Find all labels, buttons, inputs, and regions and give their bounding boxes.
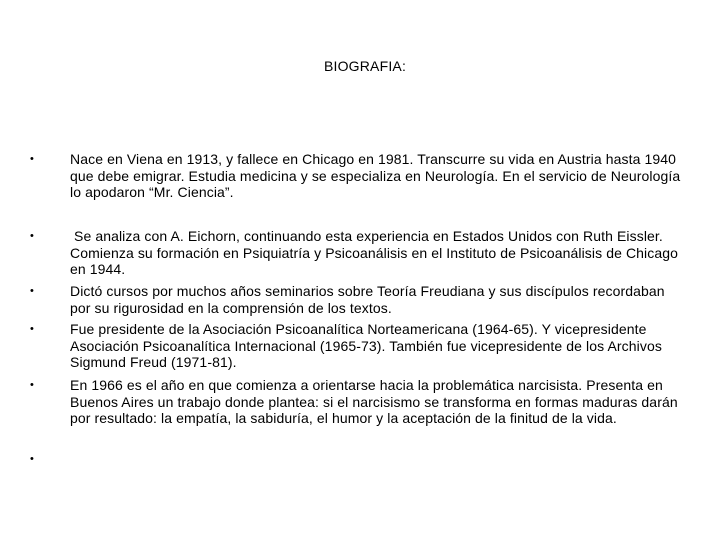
paragraph-2: Se analiza con A. Eichorn, continuando esta experiencia en Estados Unidos con Ruth Eissler. Comienza su formación en Psiquiatría y Psicoanálisis en el Instituto de Psicoanálisis de Chicago en 1944. (70, 228, 679, 278)
bullet-1: • (30, 153, 34, 165)
bullet-6: • (30, 453, 34, 465)
slide-title: BIOGRAFIA: (323, 58, 407, 74)
paragraph-4: Fue presidente de la Asociación Psicoanalítica Norteamericana (1964-65). Y vicepresidente Asociación Psicoanalítica Internacional (1965-73). También fue vicepresidente de los Archivos Sigmund Freud (1971-81). (70, 321, 662, 371)
paragraph-3: Dictó cursos por muchos años seminarios sobre Teoría Freudiana y sus discípulos recordaban por su rigurosidad en la comprensión de los textos. (70, 283, 665, 316)
bullet-4: • (30, 323, 34, 335)
paragraph-5: En 1966 es el año en que comienza a orientarse hacia la problemática narcisista. Presenta en Buenos Aires un trabajo donde plantea: si el narcisismo se transforma en formas maduras darán por resultado: la empatía, la sabiduría, el humor y la aceptación de la finitud de la vida. (70, 377, 678, 427)
bullet-5: • (30, 379, 34, 391)
bullet-2: • (30, 230, 34, 242)
bullet-3: • (30, 285, 34, 297)
paragraph-1: Nace en Viena en 1913, y fallece en Chicago en 1981. Transcurre su vida en Austria hasta 1940 que debe emigrar. Estudia medicina y se especializa en Neurología. En el servicio de Neurología lo apodaron “Mr. Ciencia”. (70, 151, 681, 201)
